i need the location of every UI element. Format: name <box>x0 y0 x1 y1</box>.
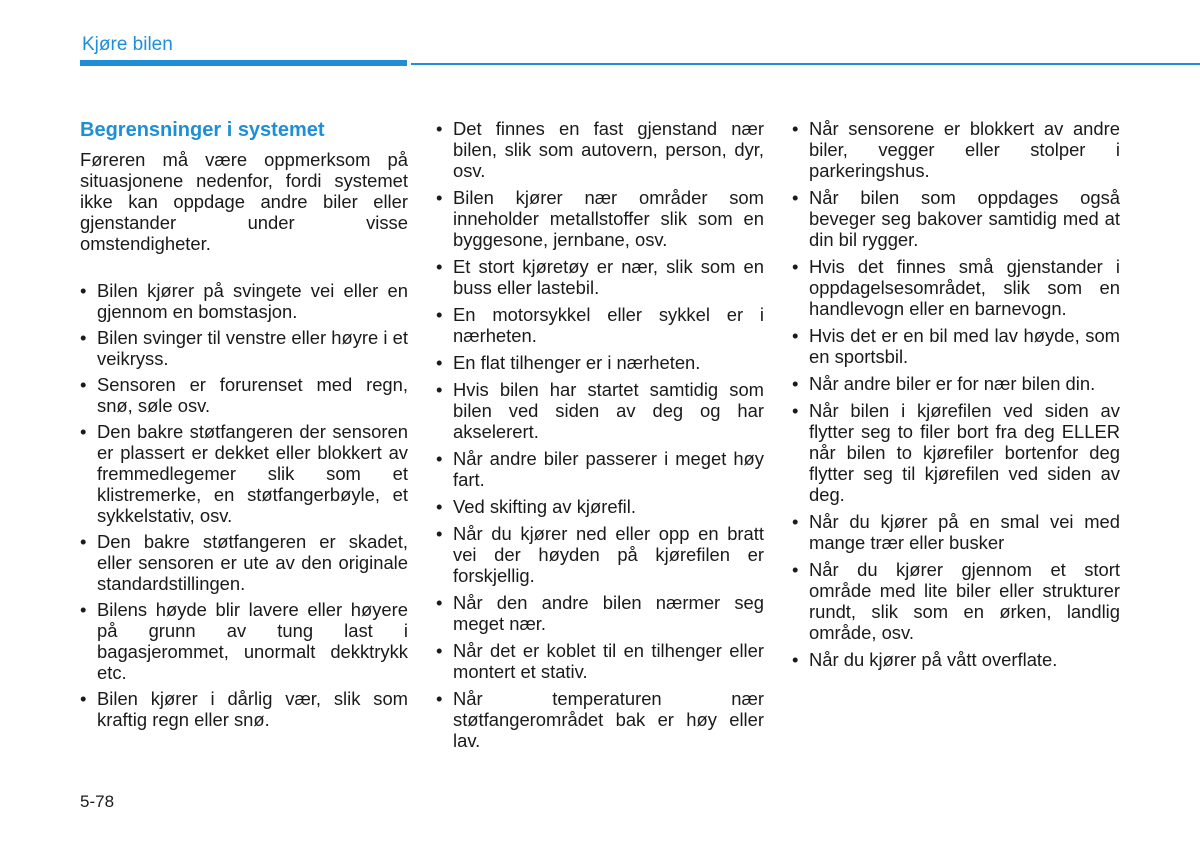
list-item: • Når temperaturen nær støtfangerområdet bak er høy eller lav. <box>436 688 764 751</box>
list-item: • Når du kjører på en smal vei med mange trær eller busker <box>792 511 1120 553</box>
bullet-icon: • <box>436 379 443 400</box>
bullet-icon: • <box>792 511 799 532</box>
list-item: • Bilen kjører nær områder som inneholder metallstoffer slik som en byggesone, jernbane, osv. <box>436 187 764 250</box>
bullet-icon: • <box>436 256 443 277</box>
bullet-icon: • <box>80 374 87 395</box>
list-item: • Når sensorene er blokkert av andre biler, vegger eller stolper i parkeringshus. <box>792 118 1120 181</box>
bullet-icon: • <box>792 400 799 421</box>
list-item: • Hvis det er en bil med lav høyde, som en sportsbil. <box>792 325 1120 367</box>
bullet-icon: • <box>436 688 443 709</box>
list-item: • Et stort kjøretøy er nær, slik som en buss eller lastebil. <box>436 256 764 298</box>
bullet-icon: • <box>792 187 799 208</box>
bullet-icon: • <box>80 688 87 709</box>
list-item: • Når bilen som oppdages også beveger seg bakover samtidig med at din bil rygger. <box>792 187 1120 250</box>
bullet-icon: • <box>436 187 443 208</box>
bullet-icon: • <box>792 325 799 346</box>
bullet-icon: • <box>792 118 799 139</box>
list-item: • Hvis bilen har startet samtidig som bilen ved siden av deg og har akselerert. <box>436 379 764 442</box>
bullet-icon: • <box>436 304 443 325</box>
bullet-icon: • <box>436 496 443 517</box>
bullet-icon: • <box>80 531 87 552</box>
page-header-title: Kjøre bilen <box>82 34 173 55</box>
section-heading: Begrensninger i systemet <box>80 119 325 141</box>
list-item: • Når den andre bilen nærmer seg meget nær. <box>436 592 764 634</box>
list-item: • Hvis det finnes små gjenstander i oppdagelsesområdet, slik som en handlevogn eller en barnevogn. <box>792 256 1120 319</box>
page-number: 5-78 <box>80 792 115 811</box>
bullet-icon: • <box>792 256 799 277</box>
bullet-icon: • <box>436 592 443 613</box>
list-item: • Når andre biler passerer i meget høy fart. <box>436 448 764 490</box>
list-item: • Bilens høyde blir lavere eller høyere på grunn av tung last i bagasjerommet, unormalt dekktrykk etc. <box>80 599 408 683</box>
bullet-icon: • <box>80 421 87 442</box>
list-item: • Når andre biler er for nær bilen din. <box>792 373 1096 394</box>
bullet-icon: • <box>436 523 443 544</box>
header-rule-thick <box>80 60 407 66</box>
bullet-icon: • <box>436 448 443 469</box>
list-item: • Ved skifting av kjørefil. <box>436 496 636 517</box>
bullet-icon: • <box>80 599 87 620</box>
list-item: • Når du kjører på vått overflate. <box>792 649 1058 670</box>
list-item: • Når du kjører gjennom et stort område med lite biler eller strukturer rundt, slik som en ørken, landlig område, osv. <box>792 559 1120 643</box>
list-item: • Den bakre støtfangeren er skadet, eller sensoren er ute av den originale standardstillingen. <box>80 531 408 594</box>
list-item: • Den bakre støtfangeren der sensoren er plassert er dekket eller blokkert av fremmedlegemer slik som et klistremerke, en støtfangerbøyle, et sykkelstativ, osv. <box>80 421 408 526</box>
list-item: • Bilen kjører på svingete vei eller en gjennom en bomstasjon. <box>80 280 408 322</box>
list-item: • Når du kjører ned eller opp en bratt vei der høyden på kjørefilen er forskjellig. <box>436 523 764 586</box>
bullet-icon: • <box>792 559 799 580</box>
bullet-icon: • <box>436 640 443 661</box>
list-item: • Sensoren er forurenset med regn, snø, søle osv. <box>80 374 408 416</box>
list-item: • Når bilen i kjørefilen ved siden av flytter seg to filer bort fra deg ELLER når bilen to kjørefiler bortenfor deg flytter seg til kjørefilen ved siden av deg. <box>792 400 1120 505</box>
column-2 <box>436 118 764 757</box>
bullet-icon: • <box>792 649 799 670</box>
bullet-icon: • <box>80 327 87 348</box>
bullet-icon: • <box>80 280 87 301</box>
bullet-list <box>792 118 1120 670</box>
bullet-icon: • <box>792 373 799 394</box>
list-item: • Når det er koblet til en tilhenger eller montert et stativ. <box>436 640 764 682</box>
section-intro: Føreren må være oppmerksom på situasjonene nedenfor, fordi systemet ikke kan oppdage andre biler eller gjenstander under visse omstendigheter. <box>80 149 408 254</box>
list-item: • Det finnes en fast gjenstand nær bilen, slik som autovern, person, dyr, osv. <box>436 118 764 181</box>
list-item: • En flat tilhenger er i nærheten. <box>436 352 701 373</box>
column-1 <box>80 118 408 735</box>
bullet-icon: • <box>436 352 443 373</box>
header-rule-thin <box>411 63 1200 65</box>
column-3 <box>792 118 1120 676</box>
list-item: • Bilen svinger til venstre eller høyre i et veikryss. <box>80 327 408 369</box>
bullet-list <box>436 118 764 751</box>
list-item: • Bilen kjører i dårlig vær, slik som kraftig regn eller snø. <box>80 688 408 730</box>
bullet-icon: • <box>436 118 443 139</box>
bullet-list <box>80 280 408 730</box>
list-item: • En motorsykkel eller sykkel er i nærheten. <box>436 304 764 346</box>
